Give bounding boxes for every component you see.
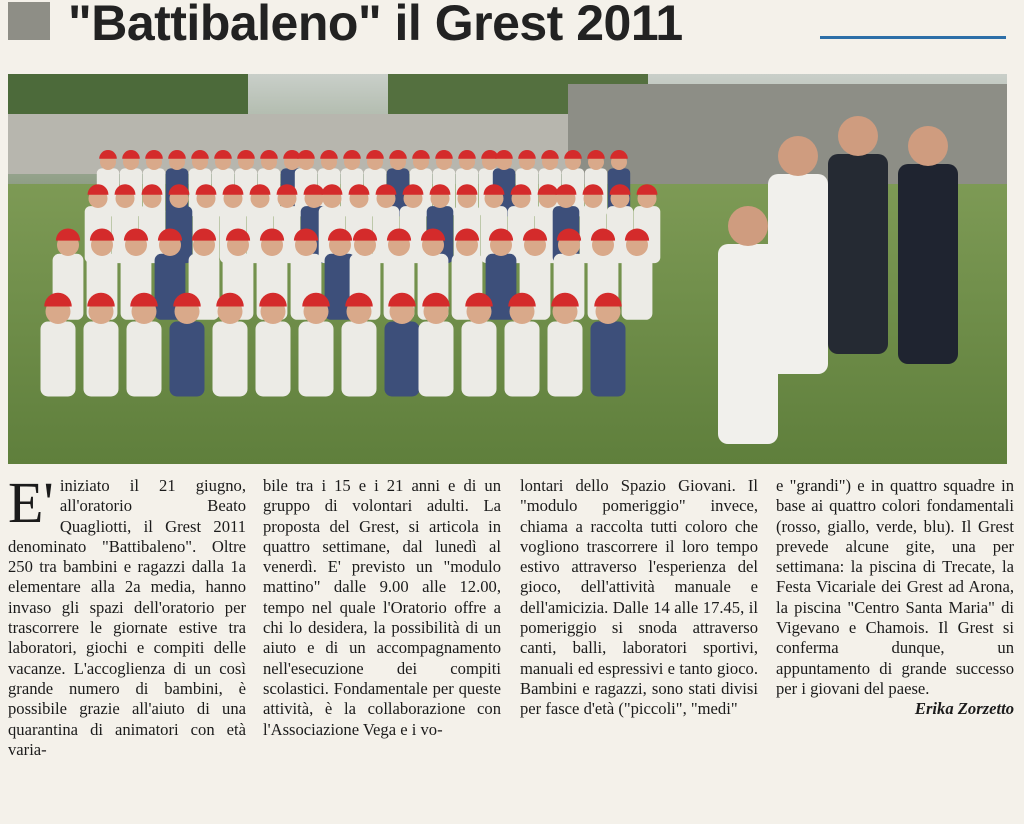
person-body: [591, 322, 626, 397]
article-body: [8, 476, 1014, 822]
author-byline: Erika Zorzetto: [914, 699, 1014, 719]
article-column-4: [776, 476, 1014, 822]
person-body: [299, 322, 334, 397]
person-body: [84, 322, 119, 397]
article-text-2: bile tra i 15 e i 21 anni e di un gruppo di volontari adulti. La proposta del Grest, si articola in quattro settimane, dal lunedì al venerdì. E' previsto un "modulo mattino" dalle 9.00 alle 12.00, tempo nel quale l'Oratorio offre a chi lo desidera, la possibilità di un aiuto e di un accompagnamento nell'esecuzione dei compiti scolastici. Fondamentale per queste attività, è la collaborazione con l'Associazione Vega e i vo-: [263, 476, 501, 739]
person-body: [622, 254, 653, 320]
group-photo: [8, 74, 1007, 464]
person-body: [342, 322, 377, 397]
article-column-1: [8, 476, 246, 822]
person-body: [256, 322, 291, 397]
article-column-3: [520, 476, 758, 822]
headline: "Battibaleno" il Grest 2011: [68, 0, 683, 51]
person-body: [170, 322, 205, 397]
headline-block: [8, 2, 50, 40]
person-body: [127, 322, 162, 397]
person-head: [908, 126, 948, 166]
person-body: [718, 244, 778, 444]
person-body: [419, 322, 454, 397]
person-head: [778, 136, 818, 176]
headline-rule: [820, 36, 1006, 39]
article-text-3: lontari dello Spazio Giovani. Il "modulo pomeriggio" invece, chiama a raccolta tutti coloro che vogliono trascorrere il loro tempo estivo attraverso l'esperienza del gioco, dell'attività manuale e dell'amicizia. Dalle 14 alle 17.45, il pomeriggio si snoda attraverso canti, balli, laboratori sportivi, manuali ed espressivi e tanto gioco. Bambini e ragazzi, sono stati divisi per fasce d'età ("piccoli", "medi": [520, 476, 758, 719]
person-body: [41, 322, 76, 397]
person-body: [385, 322, 420, 397]
person-body: [828, 154, 888, 354]
person-body: [505, 322, 540, 397]
article-column-2: [263, 476, 501, 822]
article-text-4: e "grandi") e in quattro squadre in base ai quattro colori fondamentali (rosso, giallo, verde, blu). Il Grest prevede alcune gite, una per settimana: la piscina di Trecate, la Festa Vicariale dei Grest ad Arona, la piscina "Centro Santa Maria" di Vigevano e Chamois. Il Grest si conferma dunque, un appuntamento di grande successo per i giovani del paese.: [776, 476, 1014, 698]
headline-bar: [0, 0, 1024, 51]
drop-cap: E': [8, 476, 54, 535]
person-body: [548, 322, 583, 397]
person-body: [213, 322, 248, 397]
person-head: [838, 116, 878, 156]
person-head: [728, 206, 768, 246]
article-text-1: iniziato il 21 giugno, all'oratorio Beato Quagliotti, il Grest 2011 denominato "Battibaleno". Oltre 250 tra bambini e ragazzi dalla 1a elementare alla 2a media, hanno invaso gli spazi dell'oratorio per trascorrere le giornate estive tra laboratori, giochi e compiti delle vacanze. L'accoglienza di un così grande numero di bambini, è possibile grazie all'aiuto di una quarantina di animatori con età varia-: [8, 476, 246, 759]
group-photo-image: [8, 74, 1007, 464]
person-body: [898, 164, 958, 364]
person-body: [462, 322, 497, 397]
